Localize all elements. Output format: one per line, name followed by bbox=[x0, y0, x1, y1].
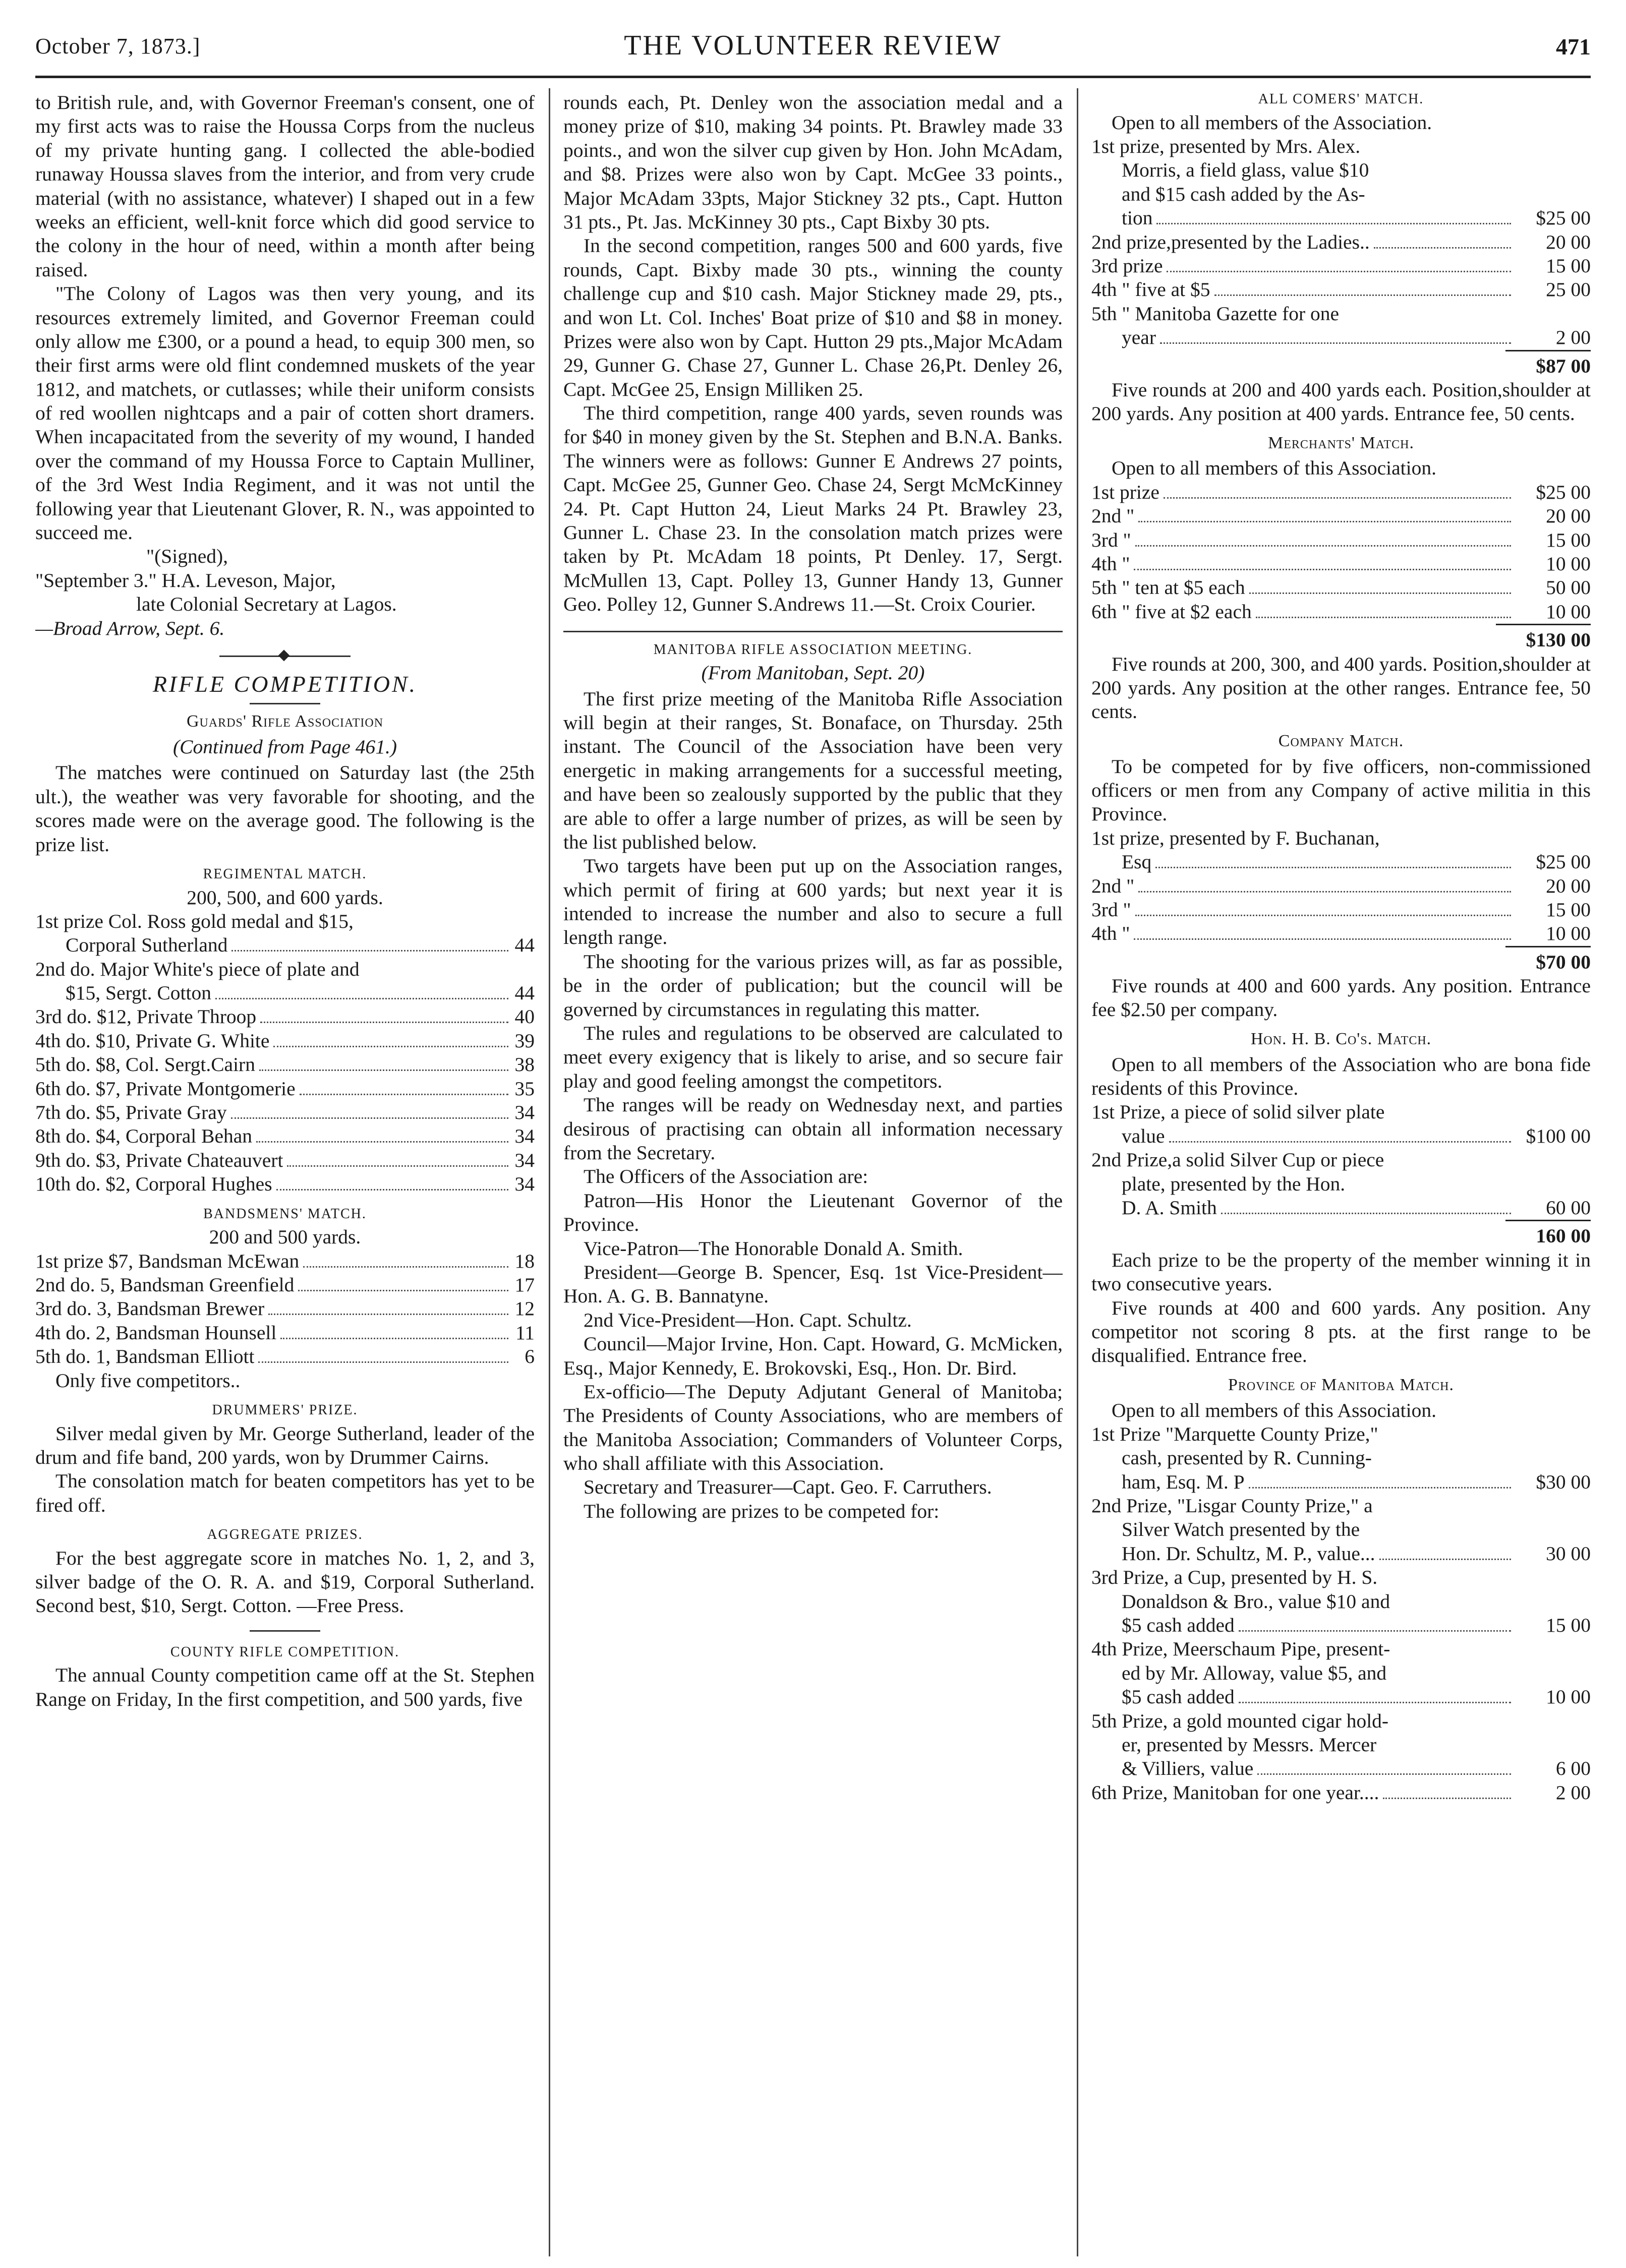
prize-description: 4th " five at $5 bbox=[1091, 278, 1210, 301]
match-title: Province of Manitoba Match. bbox=[1228, 1375, 1454, 1394]
prize-entry bbox=[1091, 504, 1591, 528]
prize-description: 5th " Manitoba Gazette for one bbox=[1091, 302, 1340, 325]
section-title: RIFLE COMPETITION. bbox=[152, 671, 418, 697]
prize-amount: 2 00 bbox=[1555, 1781, 1591, 1804]
match-total: 160 00 bbox=[1091, 1220, 1591, 1248]
article-paragraph: The consolation match for beaten competitors has yet to be fired off. bbox=[35, 1470, 535, 1516]
issue-date: October 7, 1873.] bbox=[35, 34, 201, 58]
prize-amount: $25 00 bbox=[1536, 481, 1591, 503]
prize-recipient: 5th do. 1, Bandsman Elliott bbox=[35, 1345, 255, 1368]
article-paragraph: Two targets have been put up on the Association ranges, which permit of firing at 600 yards; but next year it is intended to increase the number and also to secure a full length range. bbox=[563, 855, 1063, 949]
article-paragraph: In the second competition, ranges 500 and 600 yards, five rounds, Capt. Bixby made 30 pts., winning the county challenge cup and $10 cash. Major Stickney made 29, pts., and won Lt. Col. Inches' Boat prize of $10 and $8 in money. Prizes were also won by Capt. Hutton 29 pts.,Major McAdam 29, Gunner G. Chase 27, Gunner L. Chase 26,Pt. Denley 26, Capt. McGee 25, Ensign Milliken 25. bbox=[563, 234, 1063, 400]
prize-description: 1st Prize "Marquette County Prize," bbox=[1091, 1422, 1378, 1445]
column-rule-1 bbox=[549, 88, 550, 2256]
prize-recipient: 4th do. $10, Private G. White bbox=[35, 1029, 270, 1052]
article-paragraph: rounds each, Pt. Denley won the association medal and a money prize of $10, making 34 points. Pt. Brawley made 33 points., and won the silver cup given by Hon. John McAdam, and $8. Prizes were also won by Capt. McGee 33 points., Major McAdam 33pts, Major Stickney 32 pts., Capt. Hutton 31 pts., Pt. Jas. McKinney 30 pts., Capt Bixby 30 pts. bbox=[563, 91, 1063, 233]
prize-amount: $100 00 bbox=[1526, 1124, 1591, 1147]
prize-entry bbox=[1091, 1781, 1591, 1805]
bandsmens-prize-list bbox=[35, 1249, 535, 1369]
article-paragraph: to British rule, and, with Governor Freeman's consent, one of my first acts was to raise the Houssa Corps from the nucleus of my private hunting gang. I collected the able-bodied runaway Houssa slaves from the interior, and from very crude material (with no assistance, whatever) I shaped out in a few weeks an efficient, well-knit force which did good service to the colony in the hour of need, within a month after being raised. bbox=[35, 91, 535, 281]
prize-description-cont: ham, Esq. M. P bbox=[1122, 1470, 1245, 1493]
match-eligibility: To be competed for by five officers, non-commissioned officers or men from any Company of active militia in this Province. bbox=[1091, 755, 1591, 825]
prize-amount: 20 00 bbox=[1546, 230, 1591, 253]
prize-amount: 20 00 bbox=[1546, 874, 1591, 897]
match-title: REGIMENTAL MATCH. bbox=[203, 866, 367, 882]
leader-dots bbox=[298, 1290, 508, 1291]
prize-entry bbox=[35, 1345, 535, 1368]
prize-amount: 10 00 bbox=[1546, 922, 1591, 945]
match-ranges: 200 and 500 yards. bbox=[209, 1226, 361, 1248]
leader-dots bbox=[1164, 497, 1511, 499]
prize-description: 3rd prize bbox=[1091, 254, 1163, 277]
prize-entry bbox=[1091, 230, 1591, 254]
prize-description-cont: plate, presented by the Hon. bbox=[1122, 1172, 1346, 1195]
prize-description-cont: cash, presented by R. Cunning- bbox=[1122, 1447, 1372, 1469]
prize-description: 2nd Prize,a solid Silver Cup or piece bbox=[1091, 1149, 1384, 1171]
leader-dots bbox=[260, 1022, 508, 1023]
manitoba-article-body bbox=[563, 687, 1063, 1524]
prize-description: 1st prize, presented by Mrs. Alex. bbox=[1091, 135, 1361, 157]
prize-description: 2nd " bbox=[1091, 874, 1135, 897]
prize-description: 1st prize, presented by F. Buchanan, bbox=[1091, 826, 1380, 849]
leader-dots bbox=[259, 1069, 508, 1071]
prize-entry bbox=[35, 1273, 535, 1297]
prize-amount: 20 00 bbox=[1546, 505, 1591, 527]
prize-points: 44 bbox=[514, 934, 535, 957]
prize-points: 39 bbox=[514, 1029, 535, 1052]
column-2 bbox=[563, 91, 1063, 2254]
match-eligibility: Open to all members of the Association. bbox=[1112, 111, 1432, 134]
title-rule bbox=[250, 703, 320, 704]
leader-dots bbox=[280, 1338, 508, 1339]
match-eligibility: Open to all members of this Association. bbox=[1112, 457, 1436, 480]
prize-description: 3rd " bbox=[1091, 898, 1131, 921]
page-header bbox=[35, 15, 1591, 78]
prize-description-cont: Esq bbox=[1122, 851, 1152, 873]
prize-entry bbox=[1091, 1757, 1591, 1780]
prize-description-cont: $5 cash added bbox=[1122, 1614, 1235, 1637]
leader-dots bbox=[231, 950, 508, 951]
prize-amount: $30 00 bbox=[1536, 1470, 1591, 1493]
article-paragraph: Patron—His Honor the Lieutenant Governor of the Province. bbox=[563, 1189, 1063, 1236]
prize-recipient: 6th do. $7, Private Montgomerie bbox=[35, 1077, 296, 1100]
prize-entry bbox=[1091, 326, 1591, 349]
prize-points: 12 bbox=[514, 1297, 535, 1320]
prize-description-cont: Donaldson & Bro., value $10 and bbox=[1122, 1590, 1390, 1613]
leader-dots bbox=[1249, 592, 1511, 594]
prize-recipient: 10th do. $2, Corporal Hughes bbox=[35, 1173, 272, 1196]
leader-dots bbox=[1138, 891, 1511, 892]
prize-entry bbox=[1091, 874, 1591, 898]
section-divider bbox=[219, 655, 351, 657]
column-1 bbox=[35, 91, 535, 2254]
prize-amount: 10 00 bbox=[1546, 553, 1591, 575]
prize-recipient: 4th do. 2, Bandsman Hounsell bbox=[35, 1321, 277, 1344]
match-eligibility: Open to all members of the Association who are bona fide residents of this Province. bbox=[1091, 1053, 1591, 1100]
prize-recipient: 7th do. $5, Private Gray bbox=[35, 1101, 227, 1124]
prize-entry-line: 1st prize Col. Ross gold medal and $15, bbox=[35, 910, 354, 932]
prize-entry bbox=[1091, 1614, 1591, 1637]
prize-entry bbox=[1091, 1470, 1591, 1494]
prize-recipient: 5th do. $8, Col. Sergt.Cairn bbox=[35, 1053, 255, 1076]
prize-entry bbox=[1091, 254, 1591, 278]
prize-entry bbox=[35, 1053, 535, 1077]
subsection-title: Guards' Rifle Association bbox=[186, 712, 384, 731]
page-number: 471 bbox=[1556, 34, 1591, 59]
prize-entry bbox=[35, 981, 535, 1005]
leader-dots bbox=[1134, 938, 1511, 940]
province-prize-list bbox=[1091, 1422, 1591, 1805]
prize-entry bbox=[35, 933, 535, 957]
signature-line: "September 3." H.A. Leveson, Major, bbox=[35, 569, 336, 591]
prize-description-cont: value bbox=[1122, 1124, 1165, 1147]
prize-points: 34 bbox=[514, 1101, 535, 1124]
leader-dots bbox=[1256, 617, 1511, 618]
prize-amount: 15 00 bbox=[1546, 254, 1591, 277]
prize-entry bbox=[1091, 1685, 1591, 1709]
merchants-prize-list bbox=[1091, 481, 1591, 624]
match-conditions: Five rounds at 200 and 400 yards each. Position,shoulder at 200 yards. Any position at 400 yards. Entrance fee, 50 cents. bbox=[1091, 378, 1591, 425]
continued-note: (Continued from Page 461.) bbox=[173, 735, 397, 758]
leader-dots bbox=[1167, 271, 1511, 272]
leader-dots bbox=[1134, 569, 1511, 570]
column-rule-2 bbox=[1077, 88, 1078, 2256]
leader-dots bbox=[1257, 1773, 1511, 1775]
prize-description: 6th Prize, Manitoban for one year.... bbox=[1091, 1781, 1379, 1804]
signed-line: "(Signed), bbox=[146, 545, 228, 568]
prize-recipient: 1st prize $7, Bandsman McEwan bbox=[35, 1249, 300, 1272]
prize-amount: $25 00 bbox=[1536, 851, 1591, 873]
leader-dots bbox=[300, 1094, 508, 1095]
match-conditions: Five rounds at 200, 300, and 400 yards. Position,shoulder at 200 yards. Any position at the other ranges. Entrance fee, 50 cents. bbox=[1091, 652, 1591, 723]
leader-dots bbox=[258, 1361, 508, 1363]
leader-dots bbox=[1379, 1559, 1511, 1560]
leader-dots bbox=[1160, 342, 1511, 344]
prize-amount: 10 00 bbox=[1546, 600, 1591, 623]
competitor-note: Only five competitors.. bbox=[55, 1369, 241, 1392]
prize-description: 2nd prize,presented by the Ladies.. bbox=[1091, 230, 1370, 253]
article-paragraph: The ranges will be ready on Wednesday next, and parties desirous of practising can obtain all information necessary from the Secretary. bbox=[563, 1094, 1063, 1164]
prize-points: 44 bbox=[514, 982, 535, 1004]
prize-entry bbox=[1091, 850, 1591, 874]
leader-dots bbox=[1249, 1487, 1511, 1488]
prize-entry bbox=[35, 1321, 535, 1345]
leader-dots bbox=[215, 998, 508, 999]
prize-points: 11 bbox=[515, 1321, 535, 1344]
prize-description: 3rd " bbox=[1091, 528, 1131, 551]
article-paragraph: Silver medal given by Mr. George Sutherland, leader of the drum and fife band, 200 yards, won by Drummer Cairns. bbox=[35, 1422, 535, 1468]
prize-description: 2nd " bbox=[1091, 505, 1135, 527]
match-ranges: 200, 500, and 600 yards. bbox=[187, 886, 383, 909]
article-paragraph: Ex-officio—The Deputy Adjutant General of Manitoba; The Presidents of County Associations, who are members of the Manitoba Association; Commanders of Volunteer Corps, who shall affiliate with this Association. bbox=[563, 1380, 1063, 1475]
leader-dots bbox=[287, 1165, 508, 1167]
match-conditions: Five rounds at 400 and 600 yards. Any position. Entrance fee $2.50 per company. bbox=[1091, 975, 1591, 1021]
prize-entry bbox=[1091, 922, 1591, 945]
prize-recipient: $15, Sergt. Cotton bbox=[66, 982, 211, 1004]
prize-amount: 15 00 bbox=[1546, 528, 1591, 551]
match-title: Company Match. bbox=[1278, 731, 1404, 750]
match-title: DRUMMERS' PRIZE. bbox=[212, 1402, 358, 1418]
match-total: $70 00 bbox=[1091, 946, 1591, 974]
prize-description-cont: & Villiers, value bbox=[1122, 1757, 1254, 1780]
prize-entry bbox=[1091, 600, 1591, 624]
match-total: $130 00 bbox=[1091, 624, 1591, 652]
prize-recipient: 3rd do. $12, Private Throop bbox=[35, 1005, 257, 1028]
prize-points: 34 bbox=[514, 1125, 535, 1148]
prize-entry-line: 2nd do. Major White's piece of plate and bbox=[35, 958, 360, 980]
leader-dots bbox=[256, 1141, 508, 1143]
prize-entry bbox=[1091, 898, 1591, 922]
article-title: MANITOBA RIFLE ASSOCIATION MEETING. bbox=[653, 641, 973, 658]
article-paragraph: The rules and regulations to be observed are calculated to meet every exigency that is likely to arise, and so secure fair play and good feeling amongst the competitors. bbox=[563, 1022, 1063, 1092]
prize-entry bbox=[1091, 206, 1591, 230]
prize-recipient: Corporal Sutherland bbox=[66, 934, 228, 957]
prize-description-cont: tion bbox=[1122, 207, 1153, 229]
prize-amount: 10 00 bbox=[1546, 1686, 1591, 1708]
prize-amount: 2 00 bbox=[1555, 326, 1591, 349]
prize-description-cont: Silver Watch presented by the bbox=[1122, 1518, 1360, 1541]
leader-dots bbox=[273, 1046, 508, 1047]
prize-recipient: 3rd do. 3, Bandsman Brewer bbox=[35, 1297, 265, 1320]
prize-entry bbox=[1091, 1124, 1591, 1148]
prize-amount: 15 00 bbox=[1546, 1614, 1591, 1637]
prize-entry bbox=[35, 1101, 535, 1124]
article-paragraph: The following are prizes to be competed for: bbox=[584, 1500, 940, 1522]
prize-recipient: 9th do. $3, Private Chateauvert bbox=[35, 1149, 283, 1171]
prize-entry bbox=[1091, 1542, 1591, 1566]
prize-description-cont: ed by Mr. Alloway, value $5, and bbox=[1122, 1661, 1387, 1684]
leader-dots bbox=[1239, 1702, 1511, 1703]
prize-entry bbox=[1091, 1196, 1591, 1220]
prize-description-cont: $5 cash added bbox=[1122, 1686, 1235, 1708]
prize-amount: 25 00 bbox=[1546, 278, 1591, 301]
prize-description-cont: Morris, a field glass, value $10 bbox=[1122, 159, 1369, 182]
prize-amount: 15 00 bbox=[1546, 898, 1591, 921]
all-comers-prize-list bbox=[1091, 135, 1591, 350]
prize-description: 3rd Prize, a Cup, presented by H. S. bbox=[1091, 1566, 1378, 1589]
prize-entry bbox=[1091, 278, 1591, 302]
prize-recipient: 2nd do. 5, Bandsman Greenfield bbox=[35, 1273, 295, 1296]
article-paragraph: The first prize meeting of the Manitoba Rifle Association will begin at their ranges, St. Bonaface, on Thursday. 25th instant. The Council of the Association have been very energetic in making arrangements for a successful meeting, and have been so zealously supported by the public that they are able to offer a large number of prizes, as will be seen by the list published below. bbox=[563, 687, 1063, 853]
prize-points: 17 bbox=[514, 1273, 535, 1296]
article-paragraph: The third competition, range 400 yards, seven rounds was for $40 in money given by the St. Stephen and B.N.A. Banks. The winners were as follows: Gunner E Andrews 27 points, Capt. McGee 25, Gunner Geo. Chase 24, Sergt McMcKinney 24. Pt. Capt Hutton 24, Lieut Marks 24 Pt. Brawley 23, Gunner L. Chase 23. In the consolation match prizes were taken by Pt. McAdam 18 points, Pt Denley. 17, Sergt. McMullen 13, Capt. Polley 13, Gunner Handy 13, Gunner Geo. Polley 12, Gunner S.Andrews 11.—St. Croix Courier. bbox=[563, 402, 1063, 616]
prize-description: 1st prize bbox=[1091, 481, 1159, 503]
prize-description-cont: Hon. Dr. Schultz, M. P., value... bbox=[1122, 1542, 1375, 1565]
match-title: COUNTY RIFLE COMPETITION. bbox=[170, 1644, 400, 1660]
column-3 bbox=[1091, 91, 1591, 2254]
prize-entry bbox=[1091, 528, 1591, 552]
article-paragraph: "The Colony of Lagos was then very young, and its resources extremely limited, and Governor Freeman could only allow me £300, or a pound a head, to equip 300 men, so their first arms were old flint condemned muskets of the year 1812, and matchets, or cutlasses; while their uniform consists of red woollen nightcaps and a pair of cotten short dramers. When incapacitated from the severity of my wound, I handed over the command of my Houssa Force to Captain Mulliner, of the 3rd West India Regiment, and it was not until the following year that Lieutenant Glover, R. N., was appointed to succeed me. bbox=[35, 282, 535, 544]
match-conditions: Each prize to be the property of the member winning it in two consecutive years. bbox=[1091, 1248, 1591, 1295]
leader-dots bbox=[276, 1189, 508, 1190]
prize-points: 38 bbox=[514, 1053, 535, 1076]
leader-dots bbox=[1221, 1213, 1511, 1214]
leader-dots bbox=[231, 1117, 508, 1119]
article-paragraph: Vice-Patron—The Honorable Donald A. Smith. bbox=[584, 1237, 963, 1260]
prize-description: 4th Prize, Meerschaum Pipe, present- bbox=[1091, 1638, 1390, 1660]
prize-entry bbox=[35, 1249, 535, 1273]
match-eligibility: Open to all members of this Association. bbox=[1112, 1399, 1436, 1421]
section-divider bbox=[250, 1630, 320, 1632]
match-conditions: Five rounds at 400 and 600 yards. Any position. Any competitor not scoring 8 pts. at the first range to be disqualified. Entrance free. bbox=[1091, 1296, 1591, 1367]
section-divider bbox=[563, 631, 1063, 632]
signature-title: late Colonial Secretary at Lagos. bbox=[136, 593, 397, 616]
article-source: (From Manitoban, Sept. 20) bbox=[701, 662, 925, 684]
prize-amount: 30 00 bbox=[1546, 1542, 1591, 1565]
prize-description: 5th " ten at $5 each bbox=[1091, 576, 1245, 599]
prize-entry bbox=[1091, 481, 1591, 504]
prize-entry bbox=[1091, 576, 1591, 600]
prize-description-cont: and $15 cash added by the As- bbox=[1122, 183, 1365, 205]
article-paragraph: The annual County competition came off at the St. Stephen Range on Friday, In the first competition, and 500 yards, five bbox=[35, 1664, 535, 1710]
prize-amount: 6 00 bbox=[1555, 1757, 1591, 1780]
prize-description: 4th " bbox=[1091, 922, 1130, 945]
article-source: —Broad Arrow, Sept. 6. bbox=[35, 617, 225, 639]
leader-dots bbox=[1138, 521, 1511, 522]
company-prize-list bbox=[1091, 826, 1591, 946]
prize-description-cont: er, presented by Messrs. Mercer bbox=[1122, 1734, 1377, 1756]
article-paragraph: President—George B. Spencer, Esq. 1st Vice-President—Hon. A. G. B. Bannatyne. bbox=[563, 1261, 1063, 1307]
article-paragraph: 2nd Vice-President—Hon. Capt. Schultz. bbox=[584, 1308, 912, 1331]
prize-points: 18 bbox=[514, 1249, 535, 1272]
leader-dots bbox=[1374, 247, 1511, 249]
prize-entry bbox=[35, 1149, 535, 1172]
match-title: Merchants' Match. bbox=[1268, 433, 1414, 452]
article-paragraph: The matches were continued on Saturday last (the 25th ult.), the weather was very favorable for shooting, and the scores made were on the average good. The following is the prize list. bbox=[35, 761, 535, 856]
prize-points: 34 bbox=[514, 1149, 535, 1171]
hbc-prize-list bbox=[1091, 1100, 1591, 1220]
leader-dots bbox=[1383, 1798, 1511, 1799]
match-total: $87 00 bbox=[1091, 350, 1591, 378]
regimental-prize-list bbox=[35, 910, 535, 1197]
publication-title: THE VOLUNTEER REVIEW bbox=[624, 30, 1002, 61]
prize-entry bbox=[1091, 552, 1591, 576]
match-title: AGGREGATE PRIZES. bbox=[207, 1527, 363, 1543]
prize-points: 35 bbox=[514, 1077, 535, 1100]
prize-amount: 50 00 bbox=[1546, 576, 1591, 599]
article-paragraph: The Officers of the Association are: bbox=[584, 1165, 868, 1188]
prize-amount: 60 00 bbox=[1546, 1197, 1591, 1219]
prize-description: 5th Prize, a gold mounted cigar hold- bbox=[1091, 1709, 1389, 1732]
leader-dots bbox=[1239, 1630, 1511, 1632]
prize-description-cont: year bbox=[1122, 326, 1156, 349]
prize-points: 40 bbox=[514, 1005, 535, 1028]
prize-entry bbox=[35, 1297, 535, 1321]
prize-recipient: 8th do. $4, Corporal Behan bbox=[35, 1125, 253, 1148]
prize-description: 1st Prize, a piece of solid silver plate bbox=[1091, 1101, 1385, 1123]
prize-entry bbox=[35, 1077, 535, 1101]
article-paragraph: Secretary and Treasurer—Capt. Geo. F. Carruthers. bbox=[584, 1476, 992, 1499]
prize-description: 6th " five at $2 each bbox=[1091, 600, 1252, 623]
match-title: Hon. H. B. Co's. Match. bbox=[1250, 1029, 1432, 1048]
prize-points: 6 bbox=[525, 1345, 535, 1368]
prize-description: 4th " bbox=[1091, 553, 1130, 575]
leader-dots bbox=[268, 1314, 508, 1315]
prize-entry bbox=[35, 1124, 535, 1148]
leader-dots bbox=[1155, 867, 1511, 868]
prize-description-cont: D. A. Smith bbox=[1122, 1197, 1217, 1219]
prize-points: 34 bbox=[514, 1173, 535, 1196]
match-title: BANDSMENS' MATCH. bbox=[203, 1206, 367, 1222]
leader-dots bbox=[1214, 294, 1511, 296]
match-title: ALL COMERS' MATCH. bbox=[1258, 91, 1424, 107]
leader-dots bbox=[1135, 915, 1511, 916]
leader-dots bbox=[303, 1266, 508, 1268]
prize-entry bbox=[35, 1029, 535, 1053]
article-paragraph: For the best aggregate score in matches No. 1, 2, and 3, silver badge of the O. R. A. and $19, Corporal Sutherland. Second best, $10, Sergt. Cotton. —Free Press. bbox=[35, 1546, 535, 1617]
article-paragraph: Council—Major Irvine, Hon. Capt. Howard, G. McMicken, Esq., Major Kennedy, E. Brokovski, Esq., Hon. Dr. Bird. bbox=[563, 1333, 1063, 1379]
leader-dots bbox=[1169, 1141, 1511, 1143]
prize-entry bbox=[35, 1005, 535, 1029]
leader-dots bbox=[1135, 545, 1511, 547]
prize-amount: $25 00 bbox=[1536, 207, 1591, 229]
leader-dots bbox=[1156, 223, 1511, 224]
prize-entry bbox=[35, 1172, 535, 1196]
prize-description: 2nd Prize, "Lisgar County Prize," a bbox=[1091, 1495, 1373, 1517]
article-paragraph: The shooting for the various prizes will, as far as possible, be in the order of publication; but the council will be governed by circumstances in regulating this matter. bbox=[563, 950, 1063, 1021]
